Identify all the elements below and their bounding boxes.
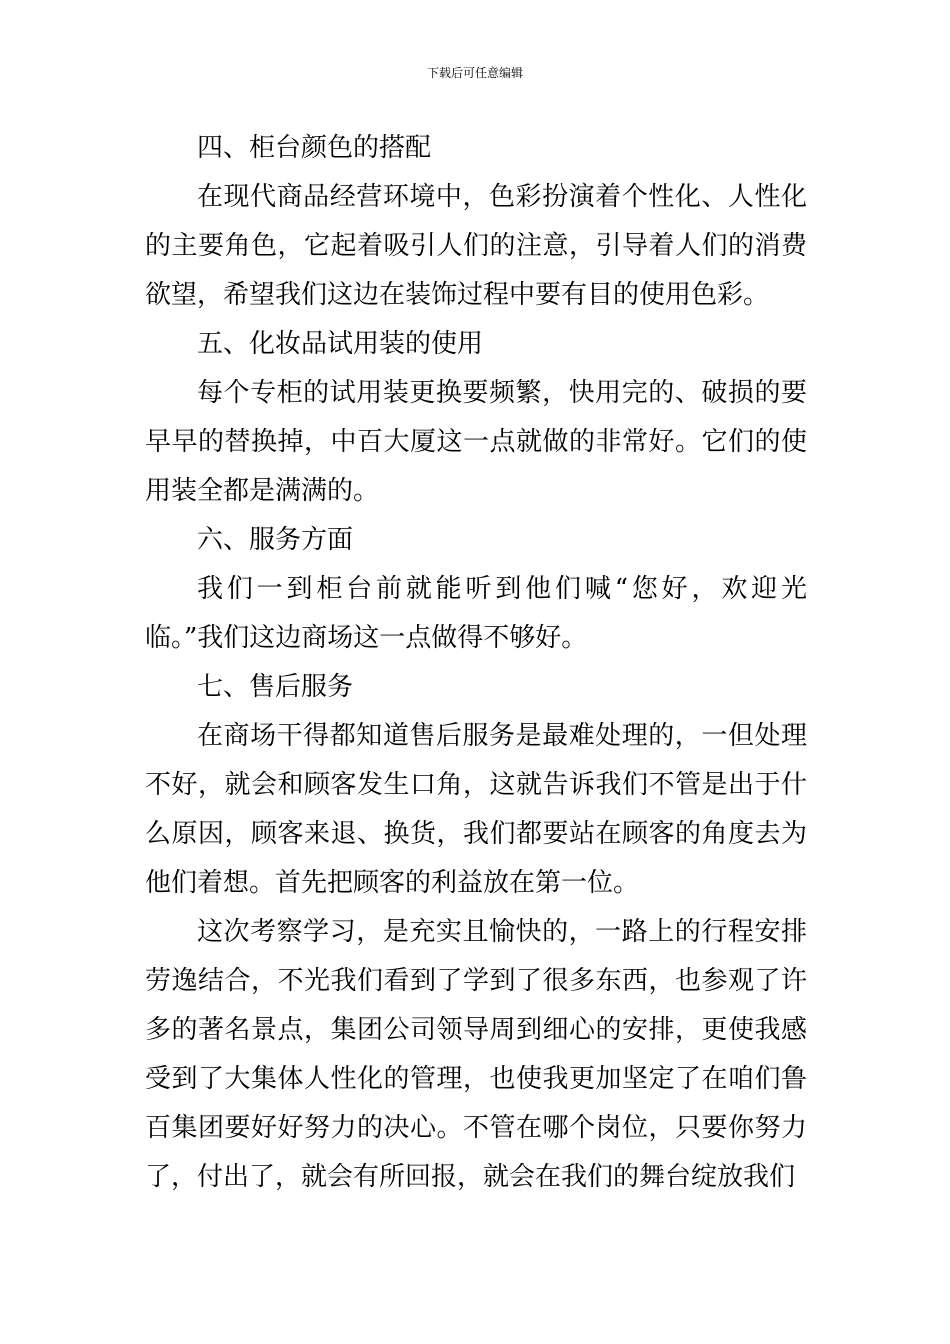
section-heading-5: 五、化妆品试用装的使用 [197, 329, 484, 359]
paragraph-service: 我们一到柜台前就能听到他们喊“您好，欢迎光临。”我们这边商场这一点做得不够好。 [145, 574, 807, 653]
section-heading-4: 四、柜台颜色的搭配 [197, 133, 432, 163]
paragraph-conclusion: 这次考察学习，是充实且愉快的，一路上的行程安排劳逸结合，不光我们看到了学到了很多东西，也参观了许多的著名景点，集团公司领导周到细心的安排，更使我感受到了大集体人性化的管理，也使我更加坚定了在咱们鲁百集团要好好努力的决心。不管在哪个岗位，只要你努力了，付出了，就会有所回报，就会在我们的舞台绽放我们 [145, 917, 807, 1192]
section-heading-6: 六、服务方面 [197, 525, 354, 555]
paragraph-after-sales: 在商场干得都知道售后服务是最难处理的，一但处理不好，就会和顾客发生口角，这就告诉我们不管是出于什么原因，顾客来退、换货，我们都要站在顾客的角度去为他们着想。首先把顾客的利益放在第一位。 [145, 721, 807, 898]
paragraph-tester-use: 每个专柜的试用装更换要频繁，快用完的、破损的要早早的替换掉，中百大厦这一点就做的非常好。它们的使用装全都是满满的。 [145, 378, 807, 506]
document-body [145, 124, 807, 1202]
section-heading-7: 七、售后服务 [197, 672, 354, 702]
page-header: 下载后可任意编辑 [426, 66, 523, 80]
paragraph-color-matching: 在现代商品经营环境中，色彩扮演着个性化、人性化的主要角色，它起着吸引人们的注意，引导着人们的消费欲望，希望我们这边在装饰过程中要有目的使用色彩。 [145, 182, 807, 310]
